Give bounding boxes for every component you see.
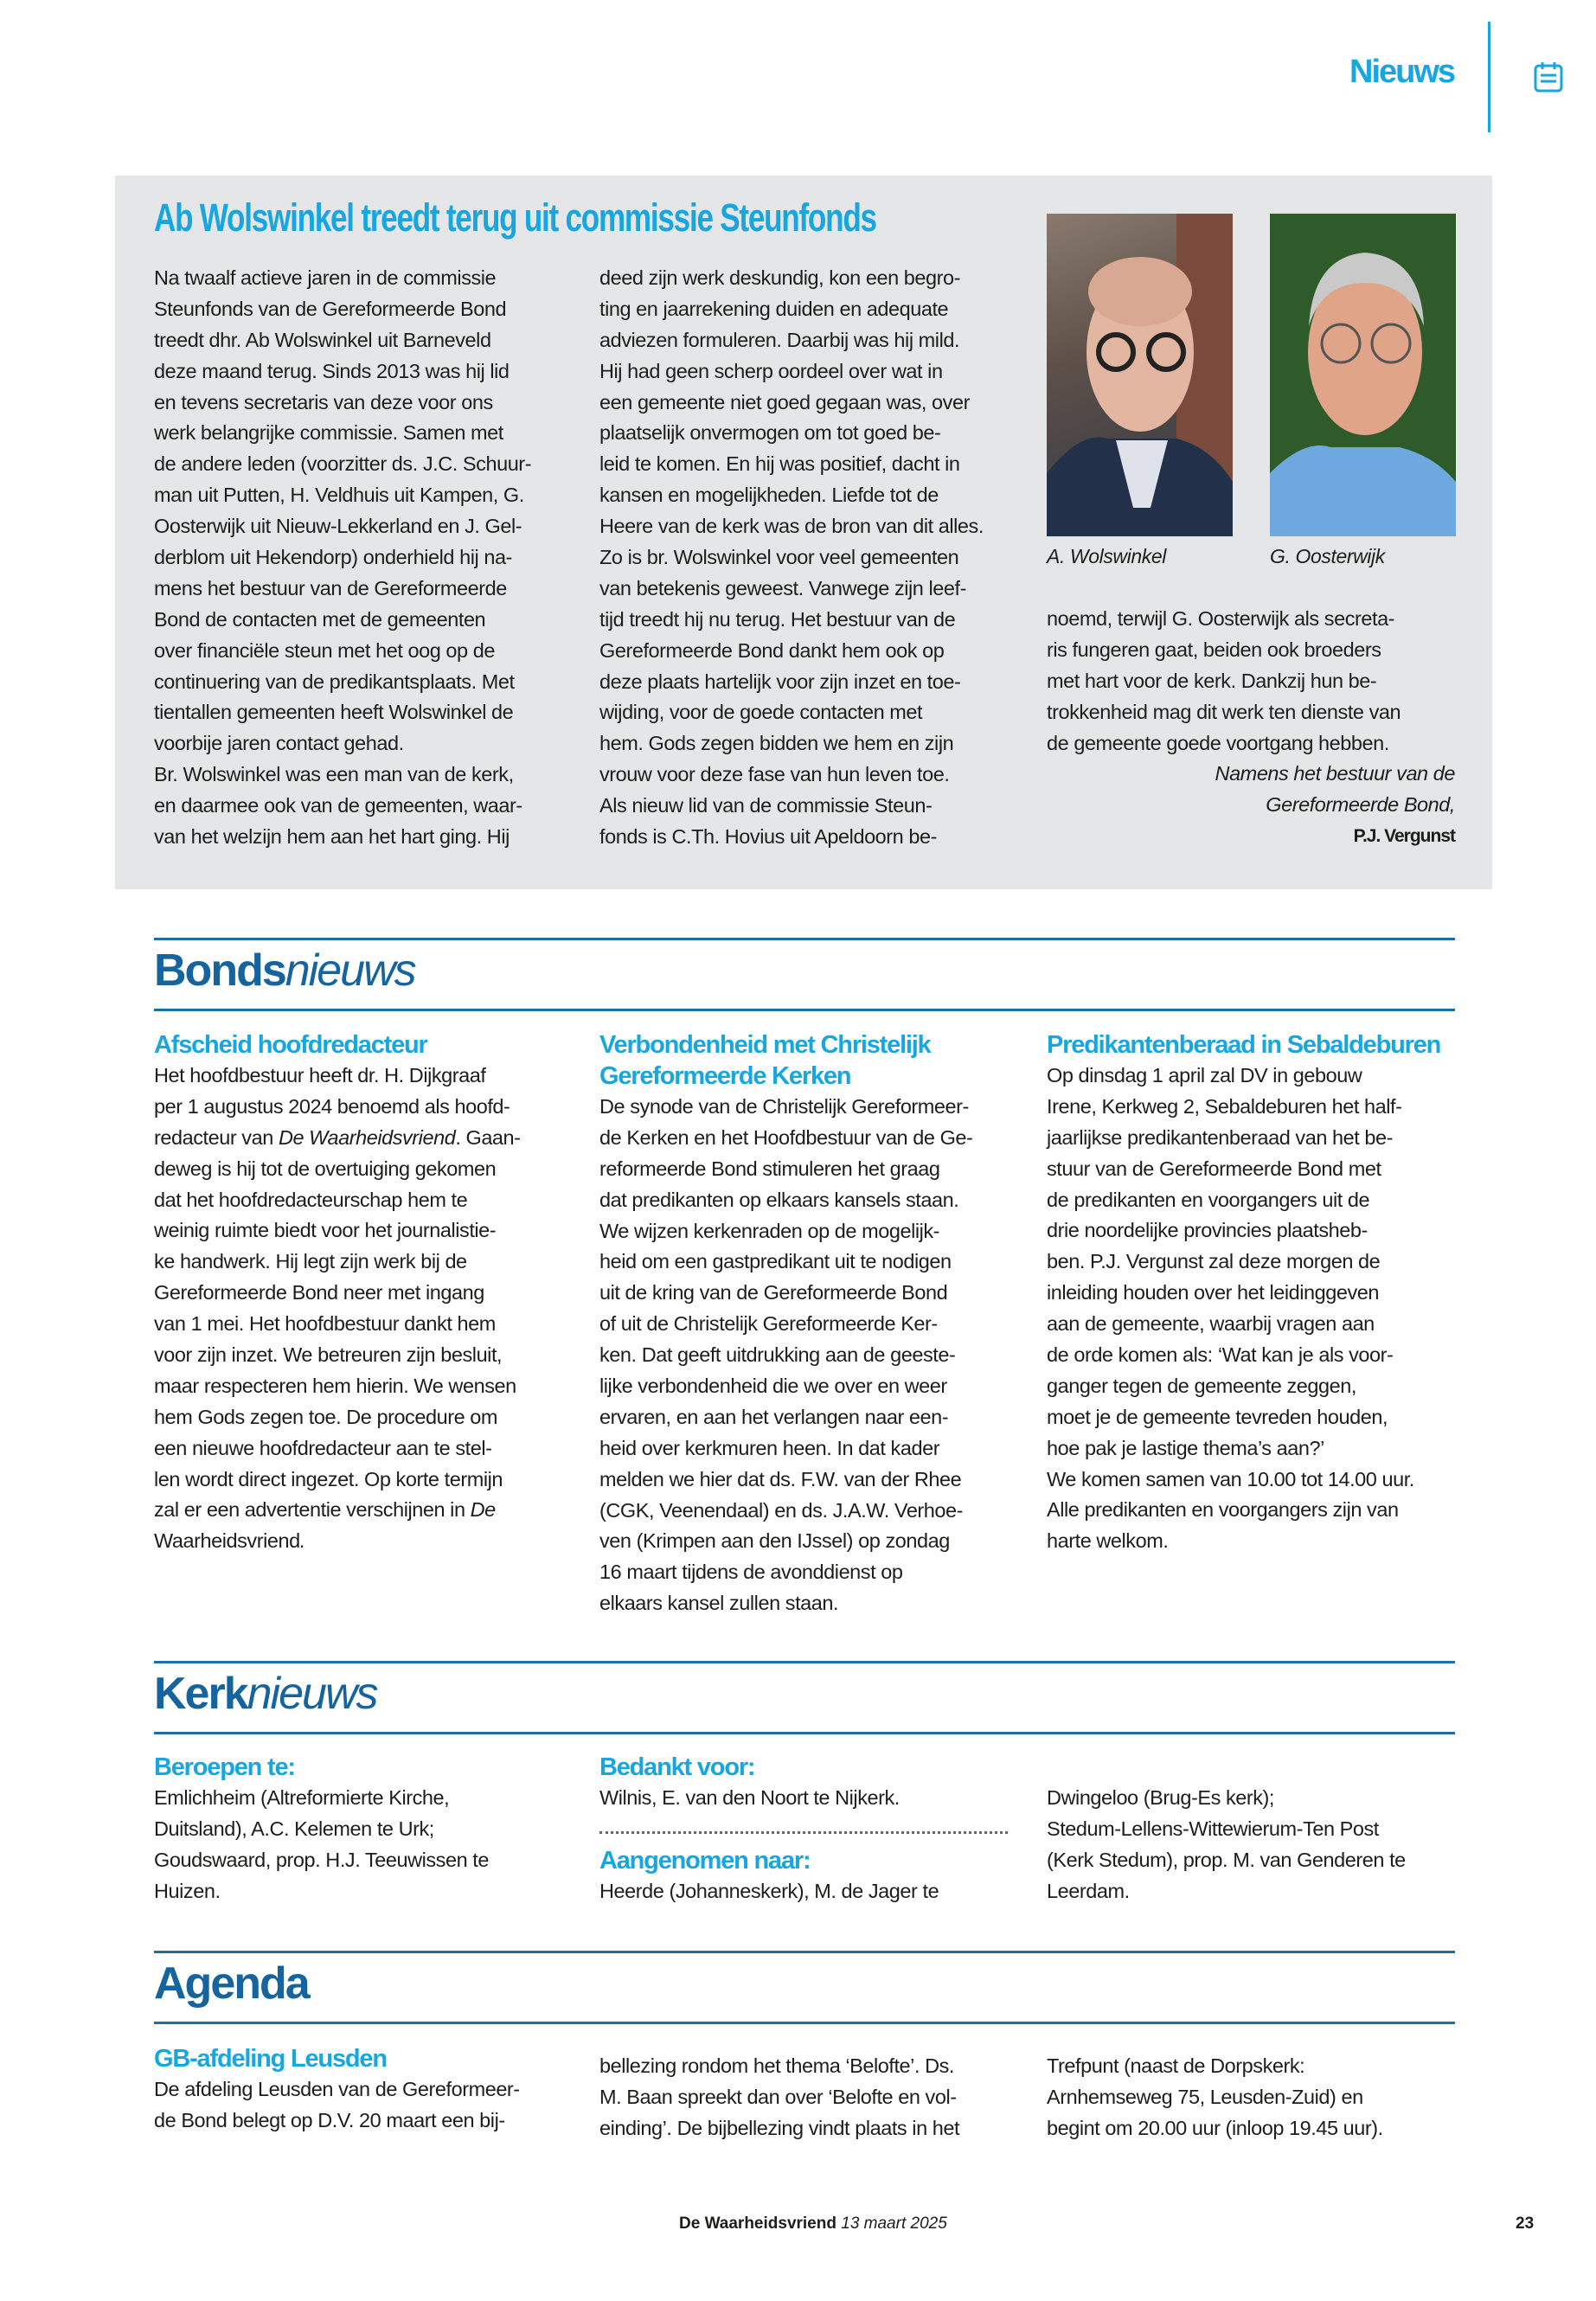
text-line: tientallen gemeenten heeft Wolswinkel de bbox=[154, 701, 514, 724]
section-label: Nieuws bbox=[1349, 54, 1455, 90]
text-line: ting en jaarrekening duiden en adequate bbox=[599, 297, 949, 320]
text-line: drie noordelijke provincies plaatsheb- bbox=[1047, 1219, 1368, 1242]
text-line: de Kerken en het Hoofdbestuur van de Ge- bbox=[599, 1125, 973, 1149]
item-heading: Bedankt voor: bbox=[599, 1753, 755, 1781]
text-line: M. Baan spreekt dan over ‘Belofte en vol- bbox=[599, 2085, 957, 2108]
text-line: Steunfonds van de Gereformeerde Bond bbox=[154, 297, 507, 320]
header-divider bbox=[1488, 22, 1490, 132]
text-line: leid te komen. En hij was positief, dacht in bbox=[599, 452, 960, 476]
text-line: werk belangrijke commissie. Samen met bbox=[154, 421, 503, 445]
text-line: Heerde (Johanneskerk), M. de Jager te bbox=[599, 1880, 939, 1902]
item-heading bbox=[599, 1029, 972, 1092]
section-rule bbox=[154, 2022, 1455, 2024]
text-line: tijd treedt hij nu terug. Het bestuur van de bbox=[599, 607, 956, 631]
text-line: Alle predikanten en voorgangers zijn van bbox=[1047, 1498, 1399, 1522]
text-line: Br. Wolswinkel was een man van de kerk, bbox=[154, 763, 514, 786]
text-line: en tevens secretaris van deze voor ons bbox=[154, 390, 493, 413]
dotted-divider bbox=[599, 1831, 1008, 1834]
text-line: redacteur van De Waarheidsvriend. Gaan- bbox=[154, 1125, 521, 1149]
item-heading: Beroepen te: bbox=[154, 1753, 295, 1781]
text-line: Duitsland), A.C. Kelemen te Urk; bbox=[154, 1817, 434, 1840]
text-line: de orde komen als: ‘Wat kan je als voor- bbox=[1047, 1343, 1394, 1367]
text-line: weinig ruimte biedt voor het journalistie- bbox=[154, 1219, 497, 1242]
bonds-item-1 bbox=[154, 1029, 521, 1557]
text-line: Op dinsdag 1 april zal DV in gebouw bbox=[1047, 1064, 1362, 1086]
item-body bbox=[599, 1783, 900, 1814]
text-line: ganger tegen de gemeente zeggen, bbox=[1047, 1374, 1356, 1397]
text-line: begint om 20.00 uur (inloop 19.45 uur). bbox=[1047, 2116, 1383, 2139]
text-line: (Kerk Stedum), prop. M. van Genderen te bbox=[1047, 1848, 1406, 1871]
text-line: reformeerde Bond stimuleren het graag bbox=[599, 1157, 940, 1180]
article-col-3 bbox=[1047, 604, 1455, 852]
text-line: 16 maart tijdens de avonddienst op bbox=[599, 1561, 903, 1584]
magazine-name: De Waarheidsvriend bbox=[679, 2214, 836, 2233]
text-line: jaarlijkse predikantenberaad van het be- bbox=[1047, 1125, 1394, 1149]
text-line: continuering van de predikantsplaats. Met bbox=[154, 670, 515, 693]
text-line: van het welzijn hem aan het hart ging. Hij bbox=[154, 825, 510, 849]
text-line: trokkenheid mag dit werk ten dienste van bbox=[1047, 700, 1401, 723]
item-body bbox=[599, 1092, 972, 1619]
text-line: dat het hoofdredacteurschap hem te bbox=[154, 1188, 468, 1211]
text-line: kansen en mogelijkheden. Liefde tot de bbox=[599, 484, 939, 507]
article-col-1 bbox=[154, 263, 531, 853]
text-line: Heere van de kerk was de bron van dit alles. bbox=[599, 515, 984, 538]
text-line: Bond de contacten met de gemeenten bbox=[154, 607, 486, 631]
signature-line: Namens het bestuur van de bbox=[1215, 762, 1455, 785]
text-line: Huizen. bbox=[154, 1879, 221, 1902]
text-line: De synode van de Christelijk Gereformeer- bbox=[599, 1095, 969, 1118]
kerk-beroepen bbox=[154, 1752, 489, 1907]
text-line: man uit Putten, H. Veldhuis uit Kampen, G. bbox=[154, 484, 524, 507]
article-title: Ab Wolswinkel treedt terug uit commissie Steunfonds bbox=[154, 195, 876, 240]
text-line: zal er een advertentie verschijnen in De bbox=[154, 1498, 496, 1522]
section-rule bbox=[154, 1661, 1455, 1663]
text-line: fonds is C.Th. Hovius uit Apeldoorn be- bbox=[599, 825, 937, 849]
text-line: uit de kring van de Gereformeerde Bond bbox=[599, 1281, 948, 1304]
text-line: melden we hier dat ds. F.W. van der Rhee bbox=[599, 1467, 962, 1490]
text-line: noemd, terwijl G. Oosterwijk als secreta- bbox=[1047, 607, 1395, 630]
text-line: wijding, voor de goede contacten met bbox=[599, 701, 923, 724]
bonds-item-2 bbox=[599, 1029, 972, 1619]
text-line: deze plaats hartelijk voor zijn inzet en toe- bbox=[599, 670, 961, 693]
heading-line: Verbondenheid met Christelijk bbox=[599, 1031, 931, 1059]
text-line: de gemeente goede voortgang hebben. bbox=[1047, 731, 1389, 754]
text-line: treedt dhr. Ab Wolswinkel uit Barneveld bbox=[154, 328, 491, 351]
text-line: Zo is br. Wolswinkel voor veel gemeenten bbox=[599, 546, 959, 569]
text-line: ris fungeren gaat, beiden ook broeders bbox=[1047, 638, 1381, 661]
item-body bbox=[154, 2074, 520, 2137]
text-line: Trefpunt (naast de Dorpskerk: bbox=[1047, 2054, 1305, 2077]
signer-name: P.J. Vergunst bbox=[1353, 826, 1455, 847]
text-line: heid om een gastpredikant uit te nodigen bbox=[599, 1250, 952, 1273]
text-line: ven (Krimpen aan den IJssel) op zondag bbox=[599, 1529, 950, 1553]
text-line: Gereformeerde Bond neer met ingang bbox=[154, 1281, 484, 1304]
agenda-item bbox=[154, 2043, 520, 2137]
text-line: elkaars kansel zullen staan. bbox=[599, 1592, 839, 1615]
text-line: Als nieuw lid van de commissie Steun- bbox=[599, 794, 933, 817]
text-line: stuur van de Gereformeerde Bond met bbox=[1047, 1157, 1381, 1180]
text-line: voorbije jaren contact gehad. bbox=[154, 732, 404, 755]
text-line: aan de gemeente, waarbij vragen aan bbox=[1047, 1312, 1375, 1336]
item-heading bbox=[154, 1029, 521, 1061]
text-line: heid over kerkmuren heen. In dat kader bbox=[599, 1436, 940, 1459]
text-line: de andere leden (voorzitter ds. J.C. Schuur- bbox=[154, 452, 532, 476]
text-line: Waarheidsvriend. bbox=[154, 1529, 305, 1553]
photo-caption: G. Oosterwijk bbox=[1270, 545, 1385, 567]
text-line: per 1 augustus 2024 benoemd als hoofd- bbox=[154, 1094, 510, 1118]
title-bold: Bonds bbox=[154, 945, 285, 996]
text-line: ben. P.J. Vergunst zal deze morgen de bbox=[1047, 1250, 1381, 1273]
text-line: van betekenis geweest. Vanwege zijn leef- bbox=[599, 576, 966, 599]
text-line: ke handwerk. Hij legt zijn werk bij de bbox=[154, 1250, 467, 1273]
photo-wolswinkel bbox=[1047, 214, 1233, 536]
text-line: We wijzen kerkenraden op de mogelijk- bbox=[599, 1219, 940, 1242]
text-line: Gereformeerde Bond dankt hem ook op bbox=[599, 638, 945, 662]
text-line: einding’. De bijbellezing vindt plaats in het bbox=[599, 2116, 960, 2139]
text-line: Na twaalf actieve jaren in de commissie bbox=[154, 266, 497, 289]
page-number: 23 bbox=[1516, 2214, 1535, 2233]
section-title-agenda: Agenda bbox=[154, 1958, 309, 2009]
text-line: moet je de gemeente tevreden houden, bbox=[1047, 1405, 1388, 1428]
text-line: hem. Gods zegen bidden we hem en zijn bbox=[599, 732, 954, 755]
issue-date: 13 maart 2025 bbox=[841, 2214, 947, 2233]
text-line: voor zijn inzet. We betreuren zijn besluit, bbox=[154, 1343, 503, 1367]
text-line: len wordt direct ingezet. Op korte termijn bbox=[154, 1467, 503, 1490]
bonds-item-3 bbox=[1047, 1029, 1440, 1557]
text-line: Oosterwijk uit Nieuw-Lekkerland en J. Gel- bbox=[154, 515, 522, 538]
text-line: de predikanten en voorgangers uit de bbox=[1047, 1188, 1370, 1211]
text-line: bellezing rondom het thema ‘Belofte’. Ds. bbox=[599, 2054, 955, 2077]
item-heading bbox=[1047, 1029, 1440, 1061]
text-line: deed zijn werk deskundig, kon een begro- bbox=[599, 266, 961, 289]
item-body bbox=[599, 1876, 939, 1907]
text-line: We komen samen van 10.00 tot 14.00 uur. bbox=[1047, 1467, 1414, 1490]
title-italic: nieuws bbox=[285, 945, 415, 996]
text-line: of uit de Christelijk Gereformeerde Ker- bbox=[599, 1312, 938, 1336]
text-line: plaatselijk onvermogen om tot goed be- bbox=[599, 421, 941, 445]
text-line: De afdeling Leusden van de Gereformeer- bbox=[154, 2078, 520, 2100]
text-line: een gemeente niet goed gegaan was, over bbox=[599, 390, 970, 413]
text-line: met hart voor de kerk. Dankzij hun be- bbox=[1047, 669, 1377, 692]
kerk-col-3 bbox=[1047, 1783, 1406, 1907]
text-line: adviezen formuleren. Daarbij was hij mild. bbox=[599, 328, 960, 351]
text-line: Arnhemseweg 75, Leusden-Zuid) en bbox=[1047, 2085, 1363, 2108]
text-line: deze maand terug. Sinds 2013 was hij lid bbox=[154, 359, 510, 382]
text-line: Stedum-Lellens-Wittewierum-Ten Post bbox=[1047, 1817, 1379, 1840]
article-col-2 bbox=[599, 263, 984, 853]
text-line: Irene, Kerkweg 2, Sebaldeburen het half- bbox=[1047, 1094, 1402, 1118]
kerk-aangenomen bbox=[599, 1845, 939, 1907]
section-rule bbox=[154, 1009, 1455, 1011]
photo-caption: A. Wolswinkel bbox=[1047, 545, 1166, 567]
text-line: deweg is hij tot de overtuiging gekomen bbox=[154, 1157, 497, 1180]
section-title-kerknieuws bbox=[154, 1668, 377, 1720]
text-line: lijke verbondenheid die we over en weer bbox=[599, 1375, 947, 1398]
item-body bbox=[154, 1783, 489, 1907]
text-line: mens het bestuur van de Gereformeerde bbox=[154, 576, 507, 599]
text-line: Leerdam. bbox=[1047, 1879, 1130, 1902]
heading-line: Gereformeerde Kerken bbox=[599, 1062, 851, 1090]
section-title-bondsnieuws bbox=[154, 945, 415, 997]
item-heading: GB-afdeling Leusden bbox=[154, 2045, 387, 2073]
text-line: ken. Dat geeft uitdrukking aan de geeste- bbox=[599, 1343, 956, 1367]
title-italic: nieuws bbox=[247, 1669, 377, 1719]
text-line: en daarmee ook van de gemeenten, waar- bbox=[154, 794, 522, 817]
text-line: (CGK, Veenendaal) en ds. J.A.W. Verhoe- bbox=[599, 1498, 964, 1522]
signature-line: Gereformeerde Bond, bbox=[1266, 793, 1455, 817]
heading-line: Afscheid hoofdredacteur bbox=[154, 1031, 427, 1059]
text-line: een nieuwe hoofdredacteur aan te stel- bbox=[154, 1436, 492, 1459]
text-line: derblom uit Hekendorp) onderhield hij na- bbox=[154, 546, 512, 569]
section-rule bbox=[154, 1732, 1455, 1734]
text-line: Wilnis, E. van den Noort te Nijkerk. bbox=[599, 1786, 900, 1809]
heading-line: Predikantenberaad in Sebaldeburen bbox=[1047, 1031, 1441, 1059]
text-line: van 1 mei. Het hoofdbestuur dankt hem bbox=[154, 1312, 496, 1336]
footer bbox=[679, 2214, 947, 2234]
section-rule bbox=[154, 1951, 1455, 1953]
text-line: Goudswaard, prop. H.J. Teeuwissen te bbox=[154, 1848, 489, 1871]
text-line: inleiding houden over het leidinggeven bbox=[1047, 1281, 1380, 1304]
text-line: vrouw voor deze fase van hun leven toe. bbox=[599, 763, 950, 786]
text-line: over financiële steun met het oog op de bbox=[154, 638, 495, 662]
text-line: Dwingeloo (Brug-Es kerk); bbox=[1047, 1786, 1275, 1809]
title-bold: Kerk bbox=[154, 1669, 247, 1719]
agenda-col-2 bbox=[599, 2051, 959, 2144]
item-body bbox=[1047, 1061, 1440, 1557]
article-col-3-text bbox=[1047, 604, 1455, 759]
text-line: hem Gods zegen toe. De procedure om bbox=[154, 1405, 498, 1428]
text-line: maar respecteren hem hierin. We wensen bbox=[154, 1374, 516, 1397]
text-line: de Bond belegt op D.V. 20 maart een bij- bbox=[154, 2108, 505, 2131]
calendar-icon bbox=[1533, 61, 1564, 93]
item-body bbox=[154, 1061, 521, 1557]
text-line: harte welkom. bbox=[1047, 1529, 1169, 1553]
kerk-bedankt bbox=[599, 1752, 900, 1814]
text-line: Emlichheim (Altreformierte Kirche, bbox=[154, 1786, 450, 1809]
text-line: dat predikanten op elkaars kansels staan. bbox=[599, 1188, 959, 1211]
item-heading: Aangenomen naar: bbox=[599, 1847, 811, 1875]
text-line: Het hoofdbestuur heeft dr. H. Dijkgraaf bbox=[154, 1064, 486, 1086]
agenda-col-3 bbox=[1047, 2051, 1383, 2144]
photo-oosterwijk bbox=[1270, 214, 1456, 536]
section-rule bbox=[154, 938, 1455, 940]
text-line: Hij had geen scherp oordeel over wat in bbox=[599, 359, 943, 382]
text-line: ervaren, en aan het verlangen naar een- bbox=[599, 1405, 949, 1428]
text-line: hoe pak je lastige thema’s aan?’ bbox=[1047, 1436, 1324, 1459]
